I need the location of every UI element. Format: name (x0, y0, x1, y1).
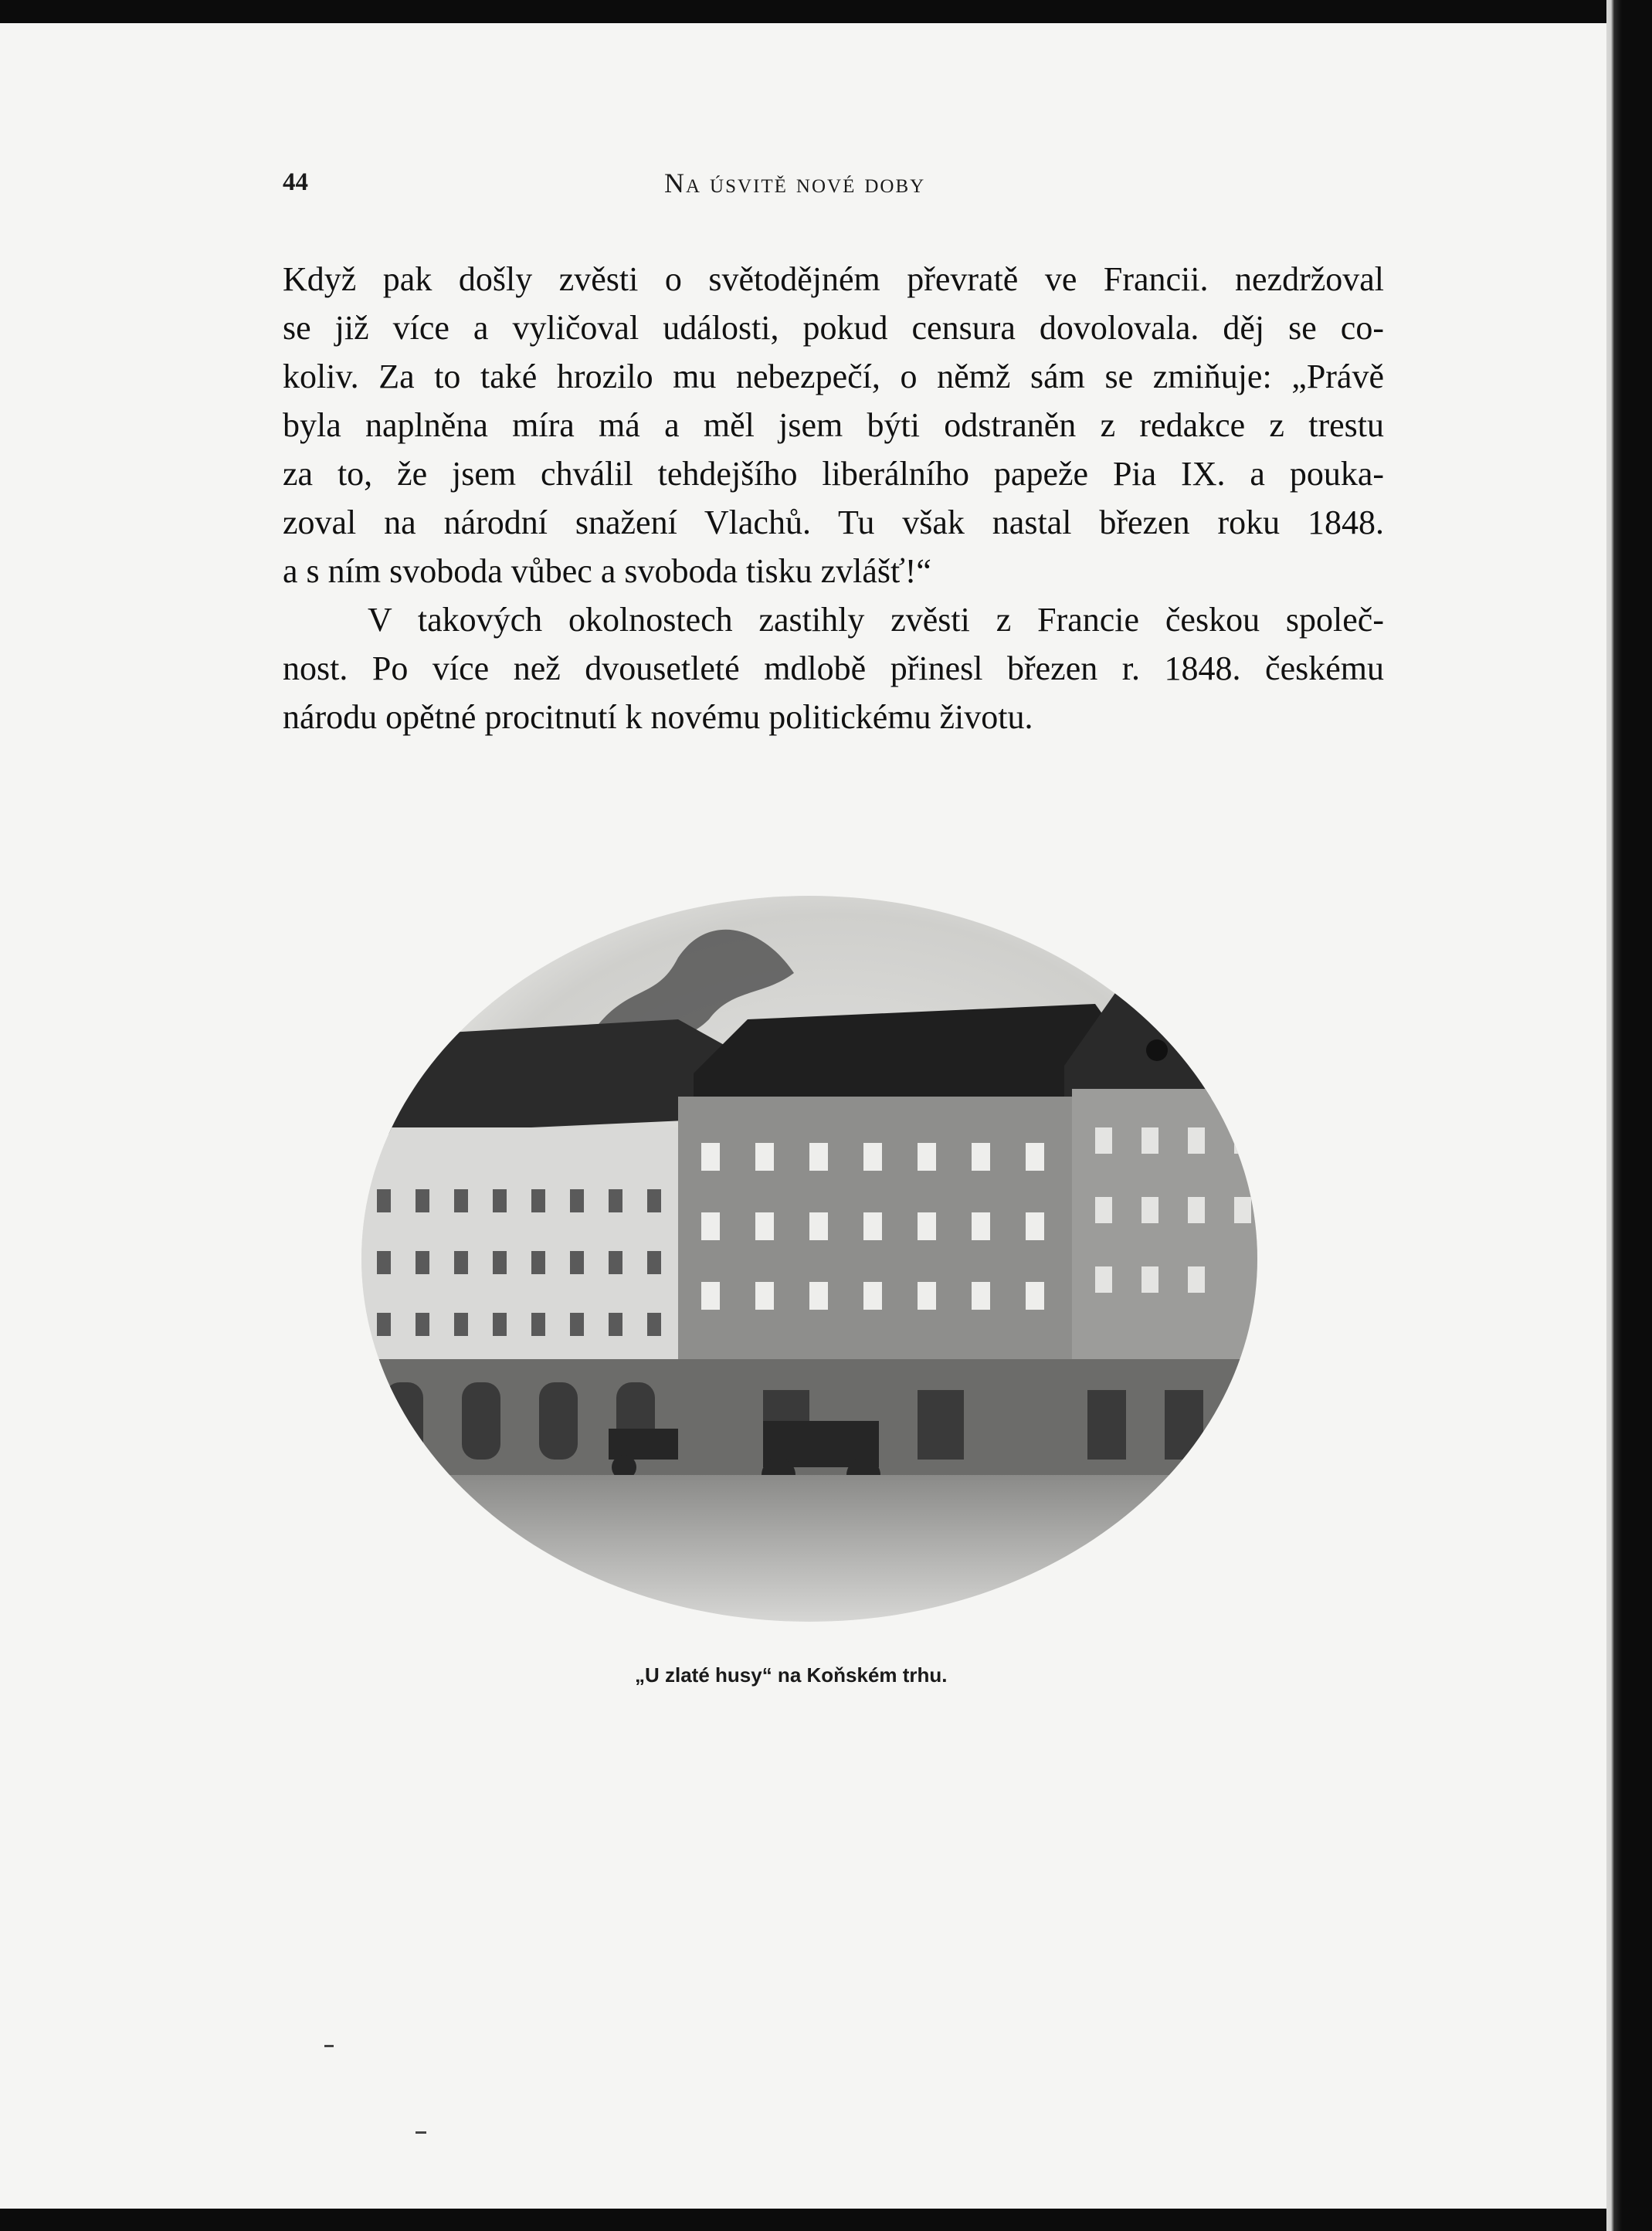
text-line: národu opětné procitnutí k novému politickému životu. (283, 698, 1033, 736)
figure-caption: „U zlaté husy“ na Koňském trhu. (635, 1663, 948, 1687)
book-page (0, 23, 1606, 2209)
text-line: za to, že jsem chválil tehdejšího liberálního papeže Pia IX. a pouka- (283, 455, 1384, 493)
text-line: se již více a vyličoval události, pokud censura dovolovala. děj se co- (283, 309, 1384, 347)
text-line: V takových okolnostech zastihly zvěsti z Francie českou společ- (368, 601, 1384, 639)
text-line: a s ním svoboda vůbec a svoboda tisku zvlášť!“ (283, 552, 931, 590)
text-line: byla naplněna míra má a měl jsem býti odstraněn z redakce z trestu (283, 406, 1384, 444)
text-line: koliv. Za to také hrozilo mu nebezpečí, o němž sám se zmiňuje: „Právě (283, 358, 1384, 395)
speck (416, 2131, 426, 2134)
text-line: nost. Po více než dvousetleté mdlobě přinesl březen r. 1848. českému (283, 649, 1384, 687)
running-title: Na úsvitě nové doby (664, 168, 926, 198)
text-line: Když pak došly zvěsti o světodějném převratě ve Francii. nezdržoval (283, 260, 1384, 298)
street-illustration (331, 865, 1335, 1622)
speck (324, 2045, 334, 2047)
text-line: zoval na národní snažení Vlachů. Tu však nastal březen roku 1848. (283, 504, 1384, 541)
body-text (283, 255, 1384, 741)
page-number: 44 (283, 168, 308, 196)
page-edge (1606, 0, 1652, 2231)
